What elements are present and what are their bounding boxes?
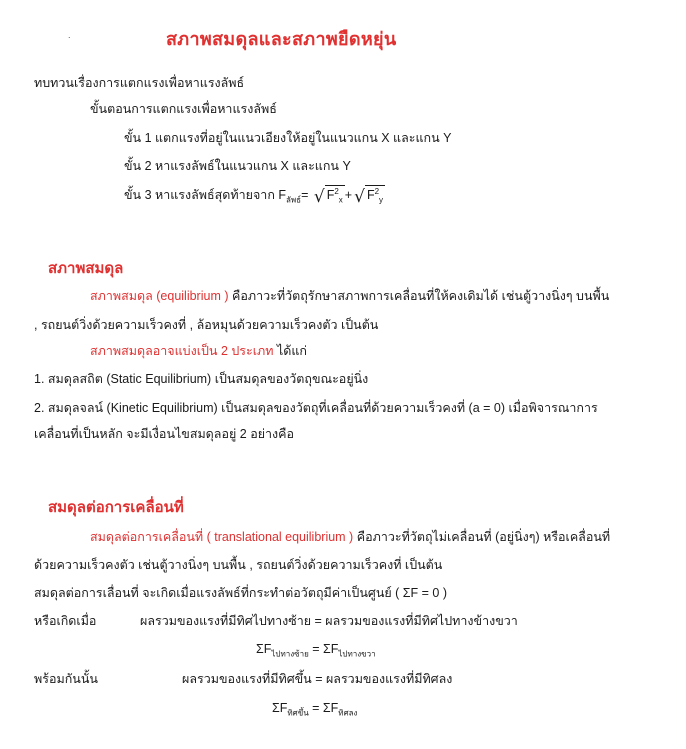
step-3-eq: = [301,188,309,203]
step-1: ขั้น 1 แตกแรงที่อยู่ในแนวเอียงให้อยู่ในแนวแกน X และแกน Y [124,131,452,145]
translational-p2: สมดุลต่อการเลื่อนที่ จะเกิดเมื่อแรงลัพธ์ที่กระทำต่อวัตถุมีค่าเป็นศูนย์ ( ΣF = 0 ) [34,586,447,600]
list-item-static: 1. สมดุลสถิต (Static Equilibrium) เป็นสมดุลของวัตถุขณะอยู่นิ่ง [34,372,369,386]
equilibrium-heading: สภาพสมดุล [48,260,124,277]
review-heading: ทบทวนเรื่องการแตกแรงเพื่อหาแรงลัพธ์ [34,76,245,90]
or-text: ผลรวมของแรงที่มีทิศไปทางซ้าย = ผลรวมของแรงที่มีทิศไปทางข้างขวา [140,614,518,628]
plus-sign: + [344,188,353,203]
stray-dot: . [68,30,71,40]
review-subheading: ขั้นตอนการแตกแรงเพื่อหาแรงลัพธ์ [90,102,277,116]
sum-equation-horizontal: $\Sigma F_{ไปทางซ้าย} = \Sigma F_{ไปทางขวา}$ [256,642,376,659]
step-3-formula [124,185,385,207]
translational-p1: สมดุลต่อการเคลื่อนที่ ( translational equilibrium ) คือภาวะที่วัตถุไม่เคลื่อนที่ (อยู่นิ่งๆ) หรือเคลื่อนที่ [90,530,611,544]
with-label: พร้อมกันนั้น [34,672,98,686]
fx-squared: $F^2_x$ [326,187,343,205]
list-item-kinetic-line2: เคลื่อนที่เป็นหลัก จะมีเงื่อนไขสมดุลอยู่ 2 อย่างคือ [34,427,295,441]
or-label: หรือเกิดเมื่อ [34,614,97,628]
with-text: ผลรวมของแรงที่มีทิศขึ้น = ผลรวมของแรงที่มีทิศลง [182,672,453,686]
equilibrium-term: สภาพสมดุล (equilibrium ) [90,289,229,303]
sqrt-icon: √ [354,187,365,208]
equilibrium-p1: สภาพสมดุล (equilibrium ) คือภาวะที่วัตถุรักษาสภาพการเคลื่อนที่ให้คงเดิมได้ เช่นตู้วางนิ่งๆ บนพื้น [90,289,610,303]
equilibrium-types: สภาพสมดุลอาจแบ่งเป็น 2 ประเภท [90,344,274,358]
step-2: ขั้น 2 หาแรงลัพธ์ในแนวแกน X และแกน Y [124,159,351,173]
fy-squared: $F^2_y$ [366,187,384,205]
translational-term: สมดุลต่อการเคลื่อนที่ ( translational equilibrium ) [90,530,354,544]
translational-heading: สมดุลต่อการเคลื่อนที่ [48,499,184,516]
equilibrium-p2: สภาพสมดุลอาจแบ่งเป็น 2 ประเภท ได้แก่ [90,344,307,358]
sum-equation-vertical: $\Sigma F_{ทิศขึ้น} = \Sigma F_{ทิศลง}$ [272,701,358,718]
page-title: สภาพสมดุลและสภาพยืดหยุ่น [166,29,397,49]
step-3-prefix: ขั้น 3 หาแรงลัพธ์สุดท้ายจาก F [124,188,286,203]
sqrt-icon: √ [313,187,325,208]
equilibrium-p1-line2: , รถยนต์วิ่งด้วยความเร็วคงที่ , ล้อหมุนด้วยความเร็วคงตัว เป็นต้น [34,318,379,332]
translational-p1-line2: ด้วยความเร็วคงตัว เช่นตู้วางนิ่งๆ บนพื้น , รถยนต์วิ่งด้วยความเร็วคงที่ เป็นต้น [34,558,443,572]
step-3-sub: ลัพธ์ [286,195,302,205]
list-item-kinetic: 2. สมดุลจลน์ (Kinetic Equilibrium) เป็นสมดุลของวัตถุที่เคลื่อนที่ด้วยความเร็วคงที่ (a = 0) เมื่อพิจารณาการ [34,401,598,415]
